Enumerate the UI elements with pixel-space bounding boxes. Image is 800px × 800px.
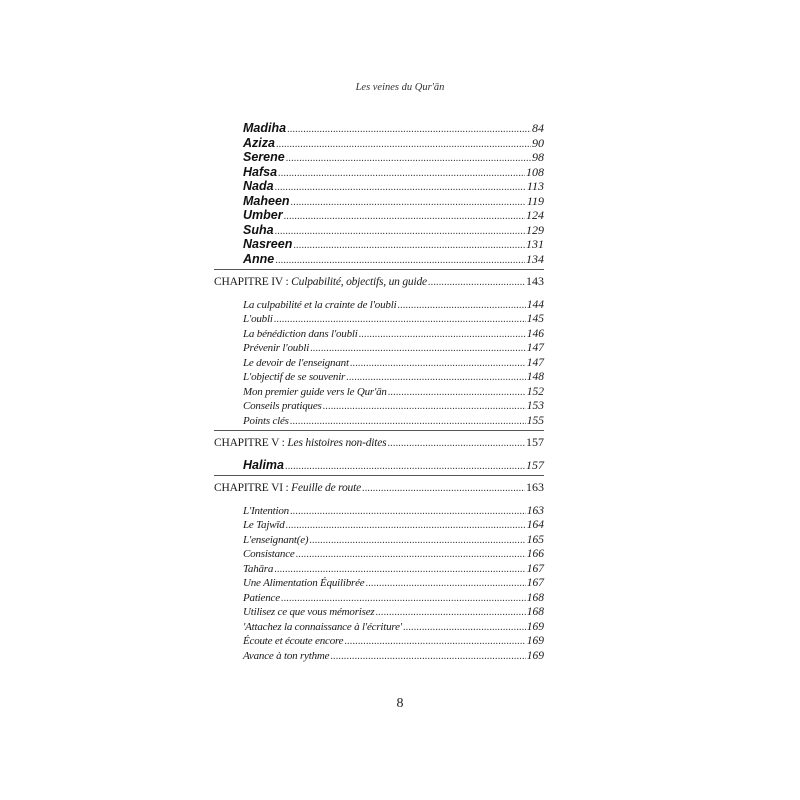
separator bbox=[214, 430, 544, 431]
entry-title: L'objectif de se souvenir bbox=[243, 371, 346, 383]
page-ref: 84 bbox=[532, 121, 544, 135]
toc-entry bbox=[214, 326, 544, 341]
page-ref: 147 bbox=[526, 356, 544, 369]
page-ref: 98 bbox=[532, 150, 544, 164]
entry-title: Suha bbox=[243, 222, 274, 237]
entry-title: Avance à ton rythme bbox=[243, 649, 330, 662]
toc-entry bbox=[214, 121, 544, 136]
chapter-title: CHAPITRE VI : Feuille de route bbox=[214, 482, 361, 494]
entry-title: Hafsa bbox=[243, 164, 278, 179]
page-ref: 90 bbox=[532, 135, 544, 150]
leader-dots bbox=[428, 274, 525, 291]
running-header: Les veines du Qur'ān bbox=[355, 82, 445, 93]
toc-entry bbox=[214, 546, 544, 561]
entry-title: Aziza bbox=[243, 135, 275, 150]
chapter-v-items bbox=[214, 458, 544, 473]
toc-entry bbox=[214, 297, 544, 312]
page-ref: 124 bbox=[526, 208, 544, 222]
page-ref: 165 bbox=[526, 533, 544, 546]
chapter-iv-items bbox=[214, 297, 544, 428]
page-ref: 144 bbox=[526, 298, 544, 311]
leader-dots bbox=[285, 458, 525, 475]
separator bbox=[214, 475, 544, 476]
toc-entry bbox=[214, 165, 544, 180]
entry-title: Écoute et écoute encore bbox=[243, 635, 344, 647]
entry-title: Prévenir l'oubli bbox=[243, 342, 310, 354]
toc-entry bbox=[214, 398, 544, 413]
toc-entry bbox=[214, 150, 544, 165]
page-ref: 108 bbox=[526, 164, 544, 179]
entry-title: Anne bbox=[243, 251, 275, 266]
story-names-list bbox=[214, 121, 544, 266]
page-ref: 146 bbox=[526, 327, 544, 340]
leader-dots bbox=[362, 480, 525, 497]
toc-entry bbox=[214, 590, 544, 605]
entry-title: L'Intention bbox=[243, 504, 289, 517]
entry-title: Serene bbox=[243, 150, 285, 164]
toc-entry bbox=[214, 503, 544, 518]
toc-entry bbox=[214, 633, 544, 648]
entry-title: Nasreen bbox=[243, 237, 293, 251]
leader-dots bbox=[290, 413, 526, 430]
page-ref: 148 bbox=[526, 371, 544, 383]
page-ref: 113 bbox=[526, 179, 544, 193]
page-ref: 155 bbox=[526, 414, 544, 427]
page-ref: 169 bbox=[526, 635, 544, 647]
entry-title: Umber bbox=[243, 208, 283, 222]
page-ref: 164 bbox=[526, 519, 544, 531]
toc-entry bbox=[214, 194, 544, 209]
entry-title: Nada bbox=[243, 179, 274, 193]
chapter-title: CHAPITRE IV : Culpabilité, objectifs, un guide bbox=[214, 276, 427, 288]
entry-title: Halima bbox=[243, 457, 284, 472]
separator bbox=[214, 269, 544, 270]
toc-entry bbox=[214, 311, 544, 326]
leader-dots bbox=[275, 252, 525, 269]
toc-entry bbox=[214, 575, 544, 590]
toc-entry bbox=[214, 604, 544, 619]
page-ref: 145 bbox=[526, 313, 544, 325]
toc-entry bbox=[214, 517, 544, 532]
entry-title: Le Tajwīd bbox=[243, 519, 285, 531]
page-ref: 152 bbox=[526, 385, 544, 398]
toc-entry bbox=[214, 136, 544, 151]
page-ref: 168 bbox=[526, 591, 544, 604]
page-ref: 131 bbox=[526, 237, 544, 251]
toc-entry bbox=[214, 561, 544, 576]
page-ref: 119 bbox=[526, 193, 544, 208]
page-ref: 134 bbox=[526, 251, 544, 266]
toc-entry bbox=[214, 237, 544, 252]
page-ref: 167 bbox=[526, 577, 544, 589]
entry-title: Madiha bbox=[243, 121, 287, 135]
toc-entry bbox=[214, 532, 544, 547]
leader-dots bbox=[387, 435, 525, 452]
toc-entry bbox=[214, 384, 544, 399]
page-ref: 169 bbox=[526, 620, 544, 633]
entry-title: La bénédiction dans l'oubli bbox=[243, 327, 358, 340]
toc-entry bbox=[214, 648, 544, 663]
chapter-vi-entry bbox=[214, 480, 544, 495]
toc-entry bbox=[214, 458, 544, 473]
toc-entry bbox=[214, 340, 544, 355]
table-of-contents bbox=[214, 121, 544, 662]
toc-entry bbox=[214, 252, 544, 267]
page-ref: 147 bbox=[526, 342, 544, 354]
leader-dots bbox=[330, 648, 525, 665]
toc-entry bbox=[214, 223, 544, 238]
page-number: 8 bbox=[396, 696, 404, 711]
entry-title: Consistance bbox=[243, 548, 295, 560]
chapter-vi-items bbox=[214, 503, 544, 663]
page-ref: 143 bbox=[526, 274, 544, 288]
toc-entry bbox=[214, 369, 544, 384]
page-ref: 129 bbox=[526, 222, 544, 237]
entry-title: Tahāra bbox=[243, 562, 274, 575]
toc-entry bbox=[214, 179, 544, 194]
entry-title: 'Attachez la connaissance à l'écriture' bbox=[243, 620, 402, 633]
page-ref: 169 bbox=[526, 649, 544, 662]
page-ref: 163 bbox=[526, 504, 544, 517]
entry-title: L'enseignant(e) bbox=[243, 533, 309, 546]
entry-title: La culpabilité et la crainte de l'oubli bbox=[243, 298, 397, 311]
page-ref: 163 bbox=[526, 480, 544, 494]
page-ref: 153 bbox=[526, 400, 544, 412]
entry-title: Une Alimentation Équilibrée bbox=[243, 577, 365, 589]
toc-entry bbox=[214, 355, 544, 370]
toc-entry bbox=[214, 619, 544, 634]
chapter-iv-entry bbox=[214, 274, 544, 289]
entry-title: L'oubli bbox=[243, 313, 273, 325]
entry-title: Maheen bbox=[243, 193, 290, 208]
chapter-v-entry bbox=[214, 435, 544, 450]
toc-entry bbox=[214, 208, 544, 223]
toc-entry bbox=[214, 413, 544, 428]
page-ref: 168 bbox=[526, 606, 544, 618]
chapter-title: CHAPITRE V : Les histoires non-dites bbox=[214, 437, 387, 449]
page-ref: 157 bbox=[526, 457, 544, 472]
page-ref: 157 bbox=[526, 435, 544, 449]
entry-title: Points clés bbox=[243, 414, 289, 427]
entry-title: Conseils pratiques bbox=[243, 400, 322, 412]
entry-title: Patience bbox=[243, 591, 280, 604]
entry-title: Mon premier guide vers le Qur'ān bbox=[243, 385, 387, 398]
entry-title: Utilisez ce que vous mémorisez bbox=[243, 606, 375, 618]
entry-title: Le devoir de l'enseignant bbox=[243, 356, 349, 369]
page-ref: 167 bbox=[526, 562, 544, 575]
page-ref: 166 bbox=[526, 548, 544, 560]
